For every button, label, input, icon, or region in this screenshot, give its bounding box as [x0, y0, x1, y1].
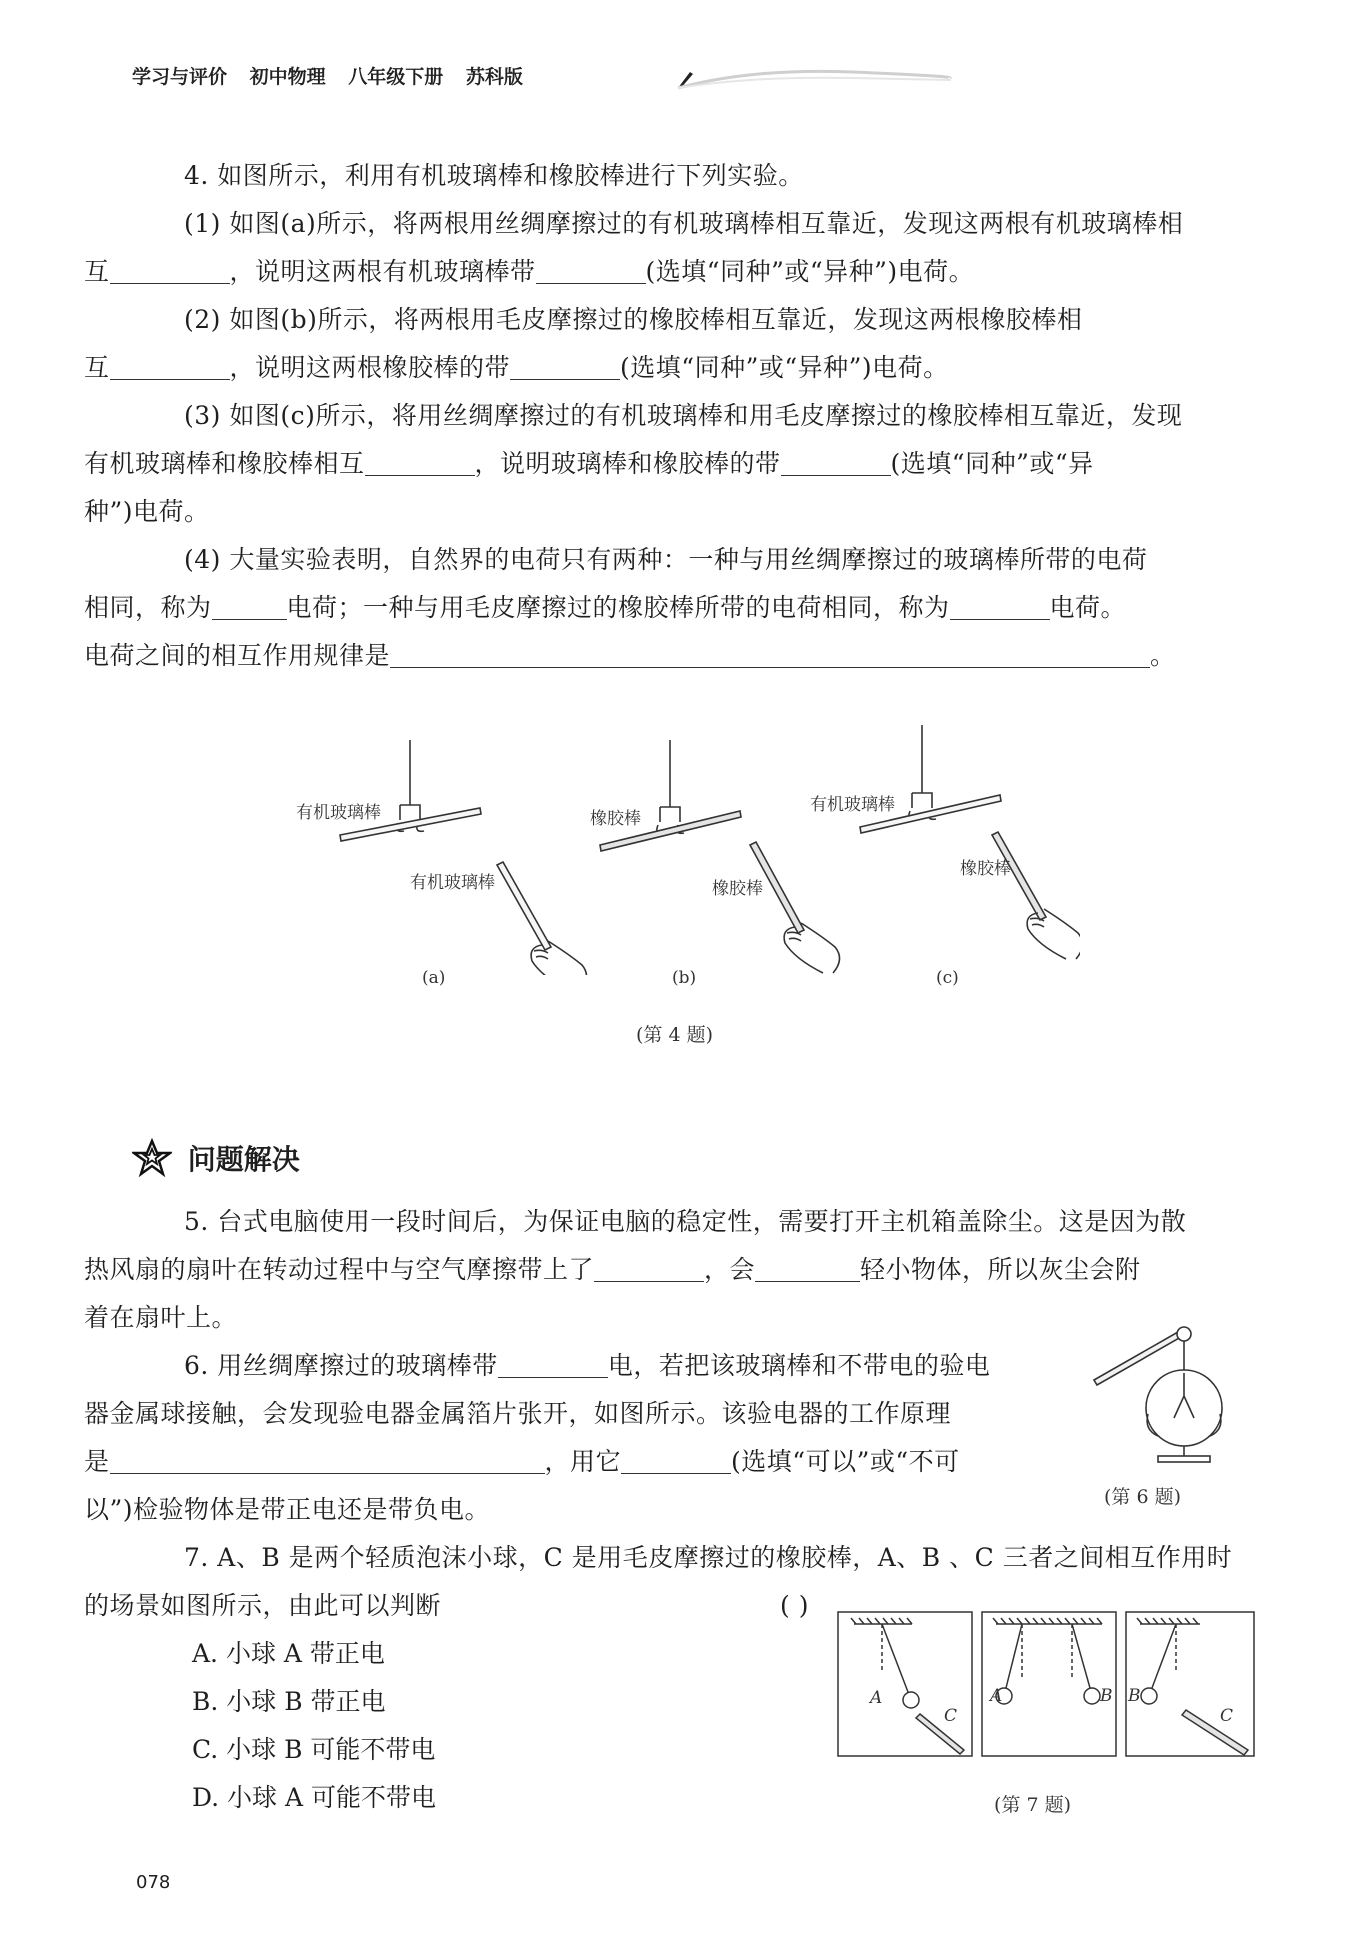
q7-option-c[interactable]: C. 小球 B 可能不带电 — [192, 1735, 436, 1764]
q4-part1 — [84, 200, 1252, 296]
electroscope-figure — [1086, 1318, 1236, 1468]
q6-text5: (选填“可以”或“不可 — [731, 1447, 960, 1476]
q6-line2: 器金属球接触，会发现验电器金属箔片张开，如图所示。该验电器的工作原理 — [84, 1399, 952, 1428]
q5-text2: ，会 — [704, 1255, 756, 1284]
q4-part1-text3: (选填“同种”或“异种”)电荷。 — [645, 257, 975, 286]
q6-line4: 以”)检验物体是带正电还是带负电。 — [84, 1495, 491, 1524]
q4-part4-text4: 电荷之间的相互作用规律是 — [84, 641, 391, 670]
figure-b-top-label: 橡胶棒 — [590, 809, 641, 829]
q5-text4: 着在扇叶上。 — [84, 1303, 238, 1332]
q4-part3-text: 有机玻璃棒和橡胶棒相互 — [84, 449, 365, 478]
figure-a-hand-label: 有机玻璃棒 — [410, 873, 495, 893]
section-header — [132, 1138, 300, 1186]
q4-part3-text3: (选填“同种”或“异 — [890, 449, 1094, 478]
q7-panel3-ball-label: B — [1128, 1686, 1141, 1706]
page-number: 078 — [136, 1872, 171, 1893]
q7-option-d[interactable]: D. 小球 A 可能不带电 — [192, 1783, 436, 1812]
q7-panel1-rod-label: C — [944, 1706, 958, 1726]
q7-panel3-rod-label: C — [1220, 1706, 1234, 1726]
q7-option-a[interactable]: A. 小球 A 带正电 — [192, 1639, 385, 1668]
figure-a-top-label: 有机玻璃棒 — [296, 803, 381, 823]
q4-intro: 4. 如图所示，利用有机玻璃棒和橡胶棒进行下列实验。 — [184, 161, 804, 190]
pen-swoosh-icon — [552, 58, 952, 98]
q4-blank-8[interactable] — [950, 593, 1050, 620]
q4-part3 — [84, 392, 1252, 536]
q4-part2-text3: (选填“同种”或“异种”)电荷。 — [620, 353, 949, 382]
q4-part1-text2: ，说明这两根有机玻璃棒带 — [229, 257, 536, 286]
figure-b-hand-label: 橡胶棒 — [712, 879, 763, 899]
figure-b-label: (b) — [672, 968, 697, 988]
q4-part3-line1: (3) 如图(c)所示，将用丝绸摩擦过的有机玻璃棒和用毛皮摩擦过的橡胶棒相互靠近，发现 — [184, 401, 1183, 430]
q6-blank-2[interactable] — [110, 1447, 545, 1474]
q4-part2-text2: ，说明这两根橡胶棒的带 — [229, 353, 511, 382]
q4-blank-1[interactable] — [110, 257, 230, 284]
q6-blank-1[interactable] — [498, 1351, 608, 1378]
figure-a-drawing — [340, 740, 587, 975]
q7-caption: (第 7 题) — [994, 1794, 1071, 1816]
q4-part4-text5: 。 — [1150, 641, 1176, 670]
q4-part4-text2: 电荷；一种与用毛皮摩擦过的橡胶棒所带的电荷相同，称为 — [286, 593, 950, 622]
q4-part4-line1: (4) 大量实验表明，自然界的电荷只有两种：一种与用丝绸摩擦过的玻璃棒所带的电荷 — [184, 545, 1148, 574]
q4-blank-5[interactable] — [365, 449, 475, 476]
q5-text3: 轻小物体，所以灰尘会附 — [860, 1255, 1141, 1284]
star-icon — [132, 1138, 172, 1178]
figure-a-label: (a) — [422, 968, 446, 988]
q4-part4 — [84, 536, 1252, 680]
q4-blank-3[interactable] — [110, 353, 230, 380]
q7-panel2-ball2-label: B — [1100, 1686, 1113, 1706]
q4-blank-4[interactable] — [510, 353, 620, 380]
header-book: 学习与评价 — [132, 66, 228, 88]
q4-blank-2[interactable] — [536, 257, 646, 284]
header-edition: 苏科版 — [465, 66, 523, 88]
q4-part1-line1: (1) 如图(a)所示，将两根用丝绸摩擦过的有机玻璃棒相互靠近，发现这两根有机玻璃棒相 — [184, 209, 1184, 238]
q4-blank-7[interactable] — [212, 593, 287, 620]
q6-text4: ，用它 — [544, 1447, 622, 1476]
q4-blank-6[interactable] — [781, 449, 891, 476]
q4-part4-text: 相同，称为 — [84, 593, 212, 622]
q4-part2-text: 互 — [84, 353, 110, 382]
q7-panel2-ball1-label: A — [990, 1686, 1003, 1706]
q4-part3-text2: ，说明玻璃棒和橡胶棒的带 — [474, 449, 781, 478]
q5 — [84, 1198, 1252, 1342]
q5-line1: 5. 台式电脑使用一段时间后，为保证电脑的稳定性，需要打开主机箱盖除尘。这是因为散 — [184, 1207, 1187, 1236]
q4-part2-line1: (2) 如图(b)所示，将两根用毛皮摩擦过的橡胶棒相互靠近，发现这两根橡胶棒相 — [184, 305, 1083, 334]
q4-part4-text3: 电荷。 — [1049, 593, 1127, 622]
q4-part1-text: 互 — [84, 257, 110, 286]
q7-panel1-ball-label: A — [870, 1688, 883, 1708]
figure-c-drawing — [860, 725, 1080, 959]
q6-text1: 6. 用丝绸摩擦过的玻璃棒带 — [184, 1351, 498, 1380]
figure-c-top-label: 有机玻璃棒 — [810, 795, 895, 815]
q5-blank-1[interactable] — [594, 1255, 704, 1282]
q5-blank-2[interactable] — [755, 1255, 860, 1282]
q7-line2: 的场景如图所示，由此可以判断 — [84, 1591, 442, 1620]
q6-blank-3[interactable] — [621, 1447, 731, 1474]
q4-blank-9[interactable] — [390, 641, 1150, 668]
figure-c-hand-label: 橡胶棒 — [960, 859, 1011, 879]
q6-text3: 是 — [84, 1447, 110, 1476]
q7-line1: 7. A、B 是两个轻质泡沫小球，C 是用毛皮摩擦过的橡胶棒，A、B 、C 三者之间相互作用时 — [184, 1543, 1233, 1572]
q7-figure — [836, 1610, 1256, 1760]
q6 — [84, 1342, 1064, 1534]
q4-part3-text4: 种”)电荷。 — [84, 497, 210, 526]
q4-caption: (第 4 题) — [636, 1024, 713, 1046]
q7-answer-bracket[interactable]: ( ) — [780, 1591, 809, 1620]
q4-figure — [280, 715, 1080, 975]
section-title: 问题解决 — [187, 1143, 300, 1176]
q7-option-b[interactable]: B. 小球 B 带正电 — [192, 1687, 386, 1716]
figure-b-drawing — [600, 740, 840, 973]
q6-caption: (第 6 题) — [1104, 1486, 1181, 1508]
header-subject: 初中物理 — [249, 66, 326, 88]
q4-part2 — [84, 296, 1252, 392]
figure-c-label: (c) — [936, 968, 959, 988]
q5-text: 热风扇的扇叶在转动过程中与空气摩擦带上了 — [84, 1255, 595, 1284]
header-grade: 八年级下册 — [348, 66, 444, 88]
q6-text2: 电，若把该玻璃棒和不带电的验电 — [607, 1351, 991, 1380]
running-header — [132, 62, 1232, 102]
